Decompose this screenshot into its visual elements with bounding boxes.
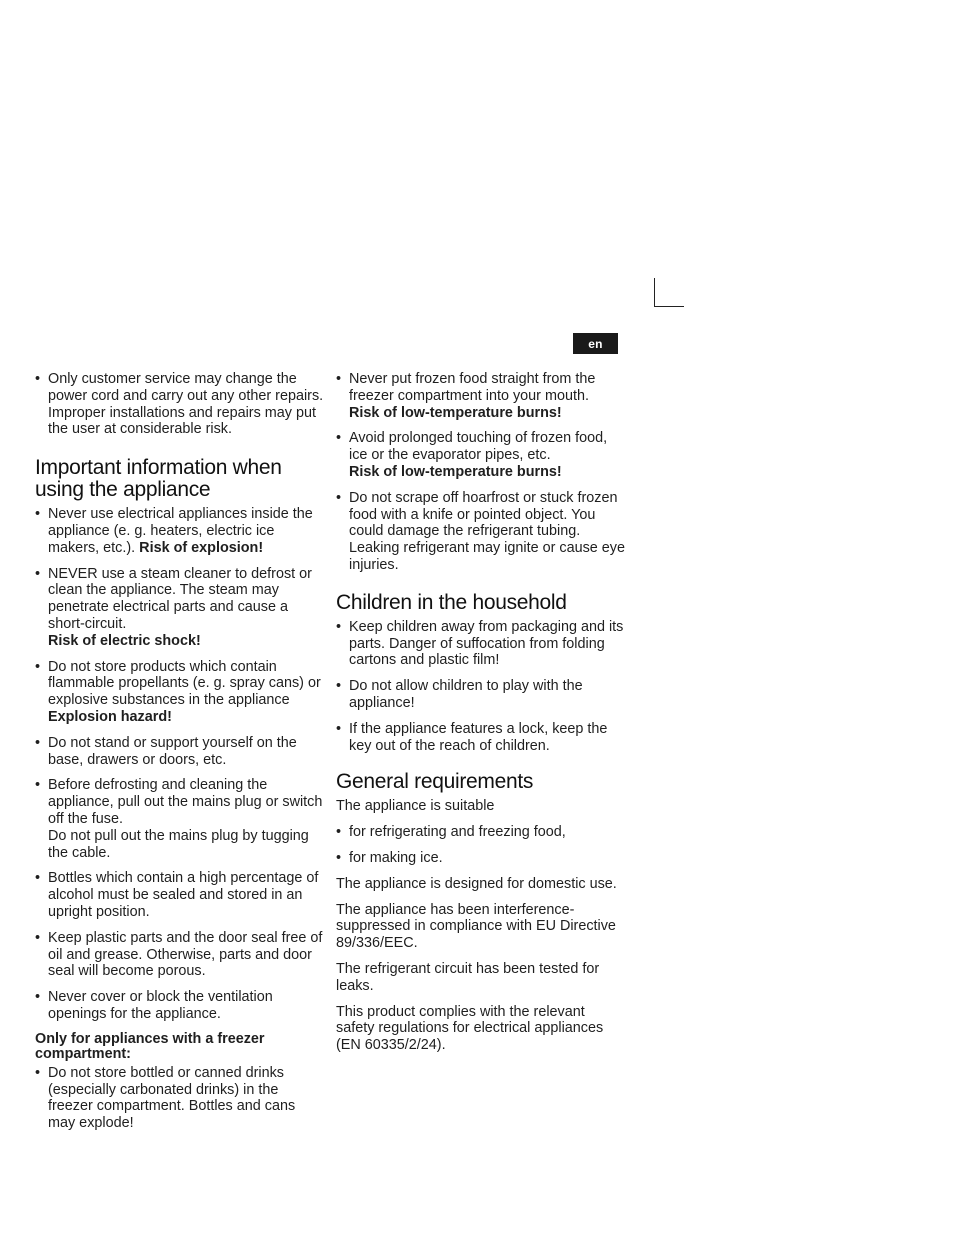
frozen-food-list xyxy=(336,371,626,574)
list-item xyxy=(336,619,626,669)
item-text: NEVER use a steam cleaner to defrost or clean the appliance. The steam may penetrate electrical parts and cause a short-circuit. xyxy=(48,565,312,632)
list-item xyxy=(336,824,626,841)
list-item xyxy=(35,989,325,1023)
warning-text: Risk of low-temperature burns! xyxy=(349,463,562,480)
list-item xyxy=(35,371,325,438)
item-text: Do not scrape off hoarfrost or stuck frozen food with a knife or pointed object. You could damage the refrigerant tubing. Leaking refrigerant may ignite or cause eye injuries. xyxy=(349,489,625,573)
paragraph: The refrigerant circuit has been tested for leaks. xyxy=(336,960,600,994)
list-item xyxy=(35,1065,325,1132)
children-list xyxy=(336,619,626,755)
right-column xyxy=(336,371,626,1063)
warning-text: Risk of electric shock! xyxy=(48,632,201,649)
list-item xyxy=(35,566,325,650)
paragraph: This product complies with the relevant safety regulations for electrical appliances (EN 60335/2/24). xyxy=(336,1003,604,1054)
warning-text: Risk of low-temperature burns! xyxy=(349,404,562,421)
list-item xyxy=(35,506,325,556)
item-text: Keep children away from packaging and its parts. Danger of suffocation from folding cartons and plastic film! xyxy=(349,618,624,669)
item-text: Never cover or block the ventilation openings for the appliance. xyxy=(48,989,273,1022)
item-text: Before defrosting and cleaning the appliance, pull out the mains plug or switch off the fuse. xyxy=(48,777,323,827)
list-item xyxy=(35,735,325,769)
section-heading-important: Important information when using the appliance xyxy=(35,456,282,502)
list-item xyxy=(35,659,325,726)
item-text: Avoid prolonged touching of frozen food, ice or the evaporator pipes, etc. xyxy=(349,430,608,464)
list-item xyxy=(336,430,626,480)
item-text: Do not stand or support yourself on the base, drawers or doors, etc. xyxy=(48,734,297,768)
crop-mark xyxy=(654,278,684,307)
general-paragraphs xyxy=(336,876,626,1054)
general-intro: The appliance is suitable xyxy=(336,798,495,815)
list-item xyxy=(35,870,325,920)
warning-text: Explosion hazard! xyxy=(48,708,172,725)
important-list xyxy=(35,506,325,1023)
list-item xyxy=(336,490,626,574)
list-item xyxy=(336,850,626,867)
item-text: Only customer service may change the power cord and carry out any other repairs. Improper installations and repairs may put the user at considerable risk. xyxy=(48,371,324,438)
item-text: Never put frozen food straight from the freezer compartment into your mouth. xyxy=(349,371,596,404)
intro-list xyxy=(35,371,325,438)
item-text: Do not store products which contain flammable propellants (e. g. spray cans) or explosive substances in the appliance xyxy=(48,658,321,709)
list-item xyxy=(35,930,325,980)
item-text: If the appliance features a lock, keep the key out of the reach of children. xyxy=(349,720,608,754)
item-text: Do not allow children to play with the appliance! xyxy=(349,678,583,711)
paragraph: The appliance has been interference-suppressed in compliance with EU Directive 89/336/EEC. xyxy=(336,901,616,952)
freezer-list xyxy=(35,1065,325,1132)
item-text: Never use electrical appliances inside the appliance (e. g. heaters, electric ice makers, etc.). xyxy=(48,506,313,556)
item-text: Do not store bottled or canned drinks (especially carbonated drinks) in the freezer compartment. Bottles and cans may explode! xyxy=(48,1064,296,1132)
list-item xyxy=(35,777,325,861)
section-heading-children: Children in the household xyxy=(336,590,567,614)
paragraph: The appliance is designed for domestic use. xyxy=(336,875,617,892)
general-list xyxy=(336,824,626,867)
left-column xyxy=(35,371,325,1141)
item-text: for refrigerating and freezing food, xyxy=(349,824,566,841)
item-text: Keep plastic parts and the door seal free of oil and grease. Otherwise, parts and door seal will become porous. xyxy=(48,929,323,980)
list-item xyxy=(336,678,626,712)
section-heading-general: General requirements xyxy=(336,770,534,794)
list-item xyxy=(336,721,626,755)
item-text: Bottles which contain a high percentage of alcohol must be sealed and stored in an upright position. xyxy=(48,870,319,920)
warning-text: Risk of explosion! xyxy=(139,539,264,556)
freezer-subheading: Only for appliances with a freezer compartment: xyxy=(35,1030,265,1063)
language-badge: en xyxy=(573,333,618,354)
item-extra: Do not pull out the mains plug by tugging the cable. xyxy=(48,827,309,861)
item-text: for making ice. xyxy=(349,849,443,866)
list-item xyxy=(336,371,626,421)
